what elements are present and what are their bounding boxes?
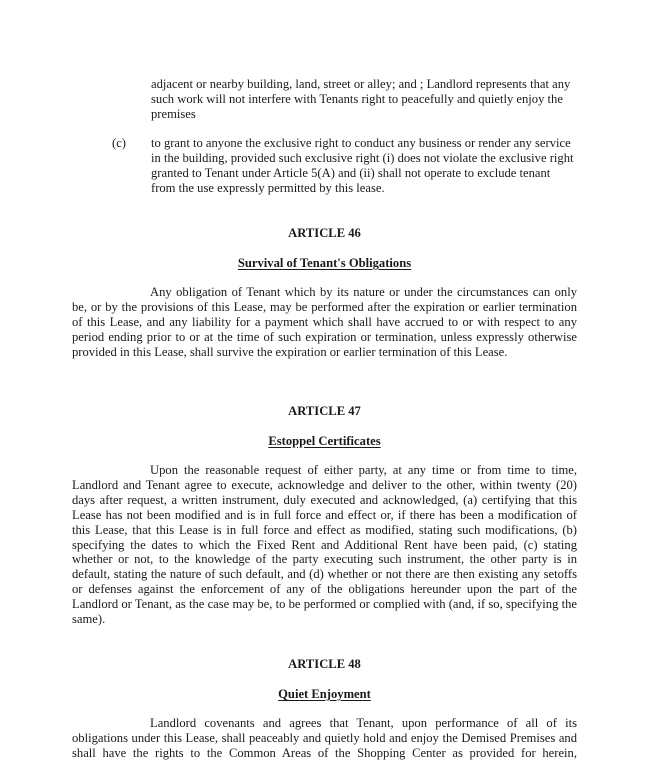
article-48-body: [72, 716, 577, 761]
article-47-body-text: Upon the reasonable request of either party, at any time or from time to time, Landlord and Tenant agree to execute, acknowledge and deliver to the other, within twenty (20) days after request, a written instrument, duly executed and acknowledged, (a) certifying that this Lease has not been modified and is in full force and effect or, if there has been a modification of this Lease, that this Lease is in full force and effect as modified, stating such modifications, (b) specifying the dates to which the Fixed Rent and Additional Rent have been paid, (c) stating whether or not, to the knowledge of the party executing such instrument, the other party is in default, stating the nature of such default, and (d) whether or not there are then existing any setoffs or defenses against the enforcement of any of the obligations hereunder upon the part of the Landlord or Tenant, as the case may be, to be performed or complied with (and, if so, specifying the same).: [72, 463, 577, 627]
article-48-body-text: Landlord covenants and agrees that Tenant, upon performance of all of its obligations under this Lease, shall peaceably and quietly hold and enjoy the Demised Premises and shall have the rights to the Common Areas of the Shopping Center as provided for herein,: [72, 716, 577, 760]
article-47-body: [72, 463, 577, 627]
continuation-paragraph: adjacent or nearby building, land, street or alley; and ; Landlord represents that any such work will not interfere with Tenants right to peacefully and quietly enjoy the premises: [151, 77, 571, 121]
article-48-title: [72, 687, 577, 702]
item-c-label: (c): [112, 136, 126, 150]
article-48-number: ARTICLE 48: [288, 657, 361, 671]
article-46-body: [72, 285, 577, 360]
article-47-title: [72, 434, 577, 449]
article-48-title-text: Quiet Enjoyment: [278, 687, 371, 701]
article-46-title-text: Survival of Tenant's Obligations: [237, 256, 412, 270]
article-46-body-text: Any obligation of Tenant which by its nature or under the circumstances can only be, or by the provisions of this Lease, may be performed after the expiration or earlier termination of this Lease, and any liability for a payment which shall have accrued to or with respect to any period ending prior to or at the time of such expiration or termination, unless expressly otherwise provided in this Lease, shall survive the expiration or earlier termination of this Lease.: [72, 285, 577, 359]
article-46-number: ARTICLE 46: [288, 226, 361, 240]
article-47-number: ARTICLE 47: [288, 404, 361, 418]
item-c-text: to grant to anyone the exclusive right to conduct any business or render any service in the building, provided such exclusive right (i) does not violate the exclusive right granted to Tenant under Article 5(A) and (ii) shall not operate to exclude tenant from the use expressly permitted by this lease.: [151, 136, 574, 195]
article-47-title-text: Estoppel Certificates: [268, 434, 381, 448]
article-46-title: [72, 256, 577, 271]
